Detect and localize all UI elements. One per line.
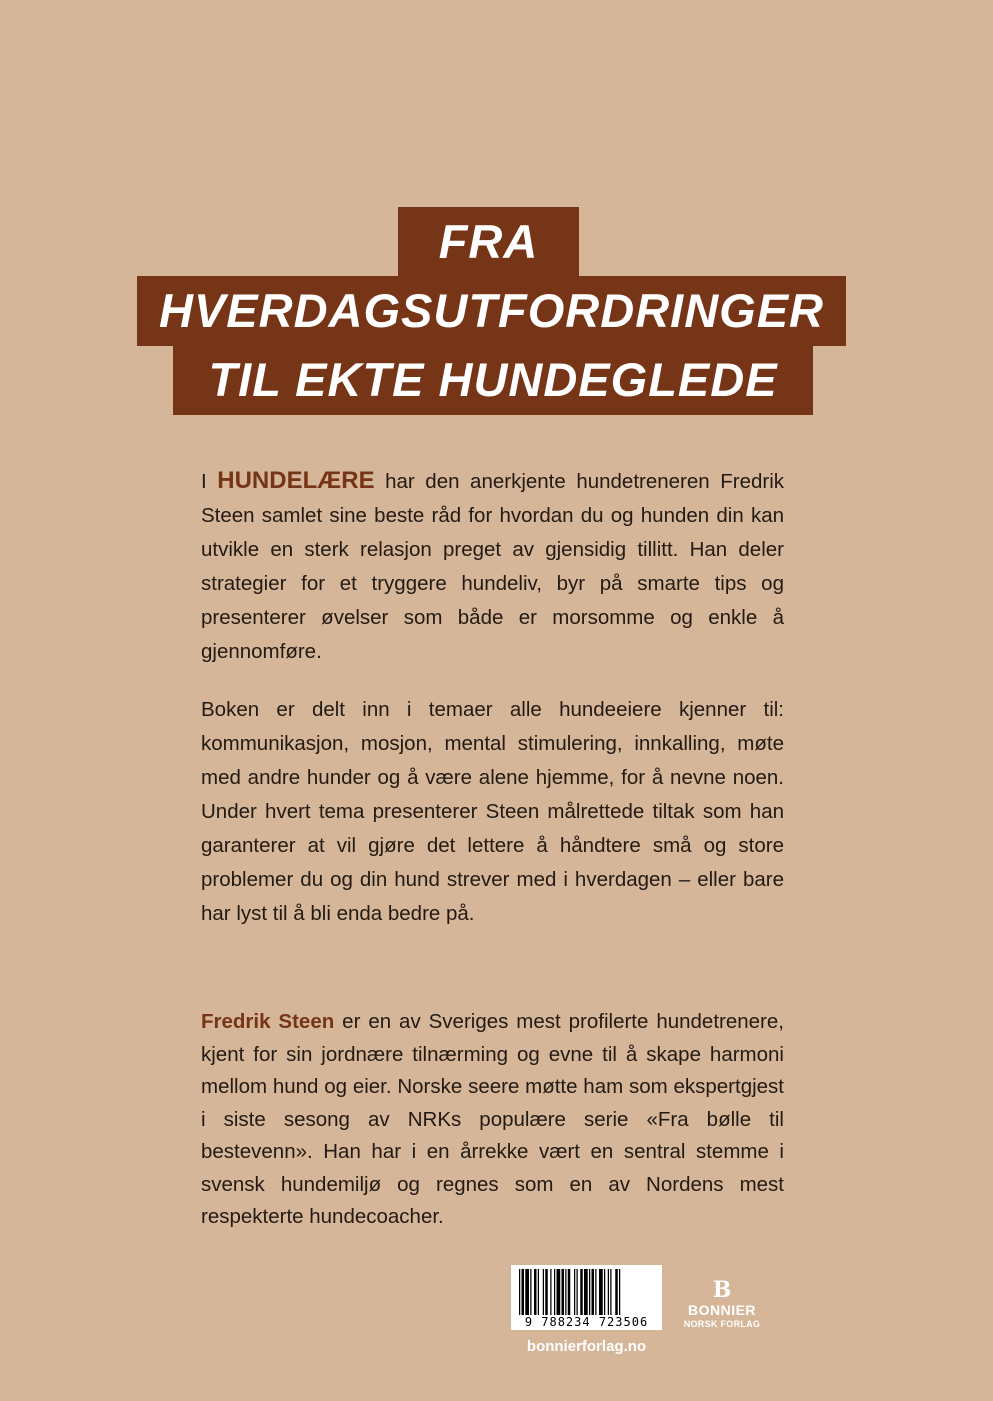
publisher-subtitle: NORSK FORLAG — [683, 1319, 761, 1329]
book-title: HUNDELÆRE — [217, 467, 375, 494]
author-paragraph — [201, 1006, 784, 1234]
headline-line-3: TIL EKTE HUNDEGLEDE — [173, 345, 813, 415]
isbn-digits: 9 788234 723506 — [524, 1315, 649, 1329]
author-text: er en av Sveriges mest profilerte hundetrenere, kjent for sin jordnære tilnærming og evne til å skape harmoni mellom hund og eier. Norske seere møtte ham som ekspertgjest i siste sesong av NRKs populære serie «Fra bølle til bestevenn». Han har i en årrekke vært en sentral stemme i svensk hundemiljø og regnes som en av Nordens mest respekterte hundecoacher. — [201, 1010, 784, 1228]
barcode-bars — [519, 1269, 654, 1315]
headline-line-1: FRA — [398, 207, 579, 277]
intro-paragraph — [201, 464, 784, 669]
publisher-website: bonnierforlag.no — [526, 1338, 647, 1355]
themes-text: Boken er delt inn i temaer alle hundeeiere kjenner til: kommunikasjon, mosjon, mental stimulering, innkalling, møte med andre hunder og å være alene hjemme, for å nevne noen. Under hvert tema presenterer Steen målrettede tiltak som han garanterer at vil gjøre det lettere å håndtere små og store problemer du og din hund strever med i hverdagen – eller bare har lyst til å bli enda bedre på. — [201, 698, 784, 925]
intro-prefix: I — [201, 470, 218, 493]
publisher-logo — [680, 1278, 764, 1330]
bonnier-logo-icon: B — [712, 1277, 732, 1303]
intro-text: har den anerkjente hundetreneren Fredrik Steen samlet sine beste råd for hvordan du og hunden din kan utvikle en sterk relasjon preget av gjensidig tillitt. Han deler strategier for et tryggere hundeliv, byr på smarte tips og presenterer øvelser som både er morsomme og enkle å gjennomføre. — [201, 470, 784, 663]
headline-line-2: HVERDAGSUTFORDRINGER — [137, 276, 846, 346]
publisher-name: BONNIER — [687, 1302, 757, 1318]
barcode — [511, 1265, 662, 1330]
author-name: Fredrik Steen — [201, 1010, 335, 1033]
themes-paragraph — [201, 693, 784, 931]
